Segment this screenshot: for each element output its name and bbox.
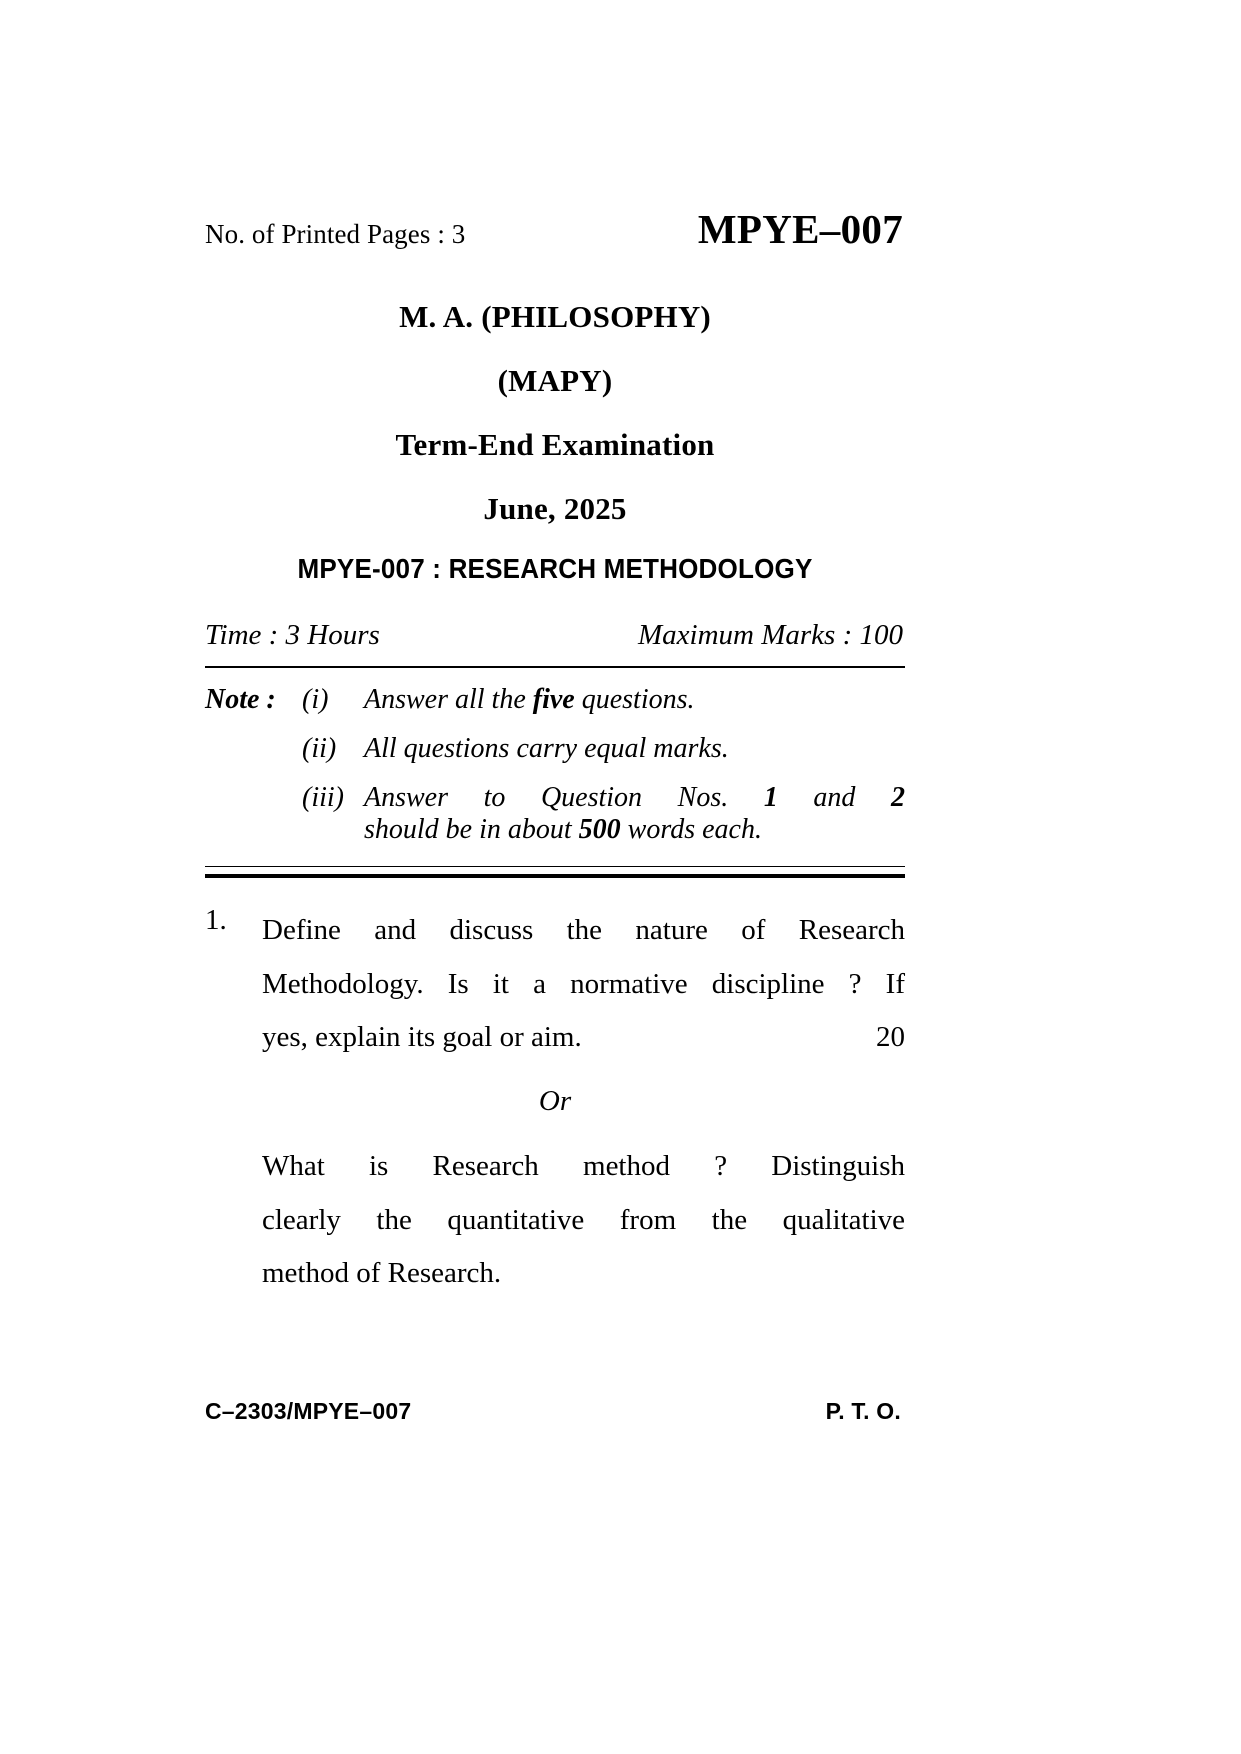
- plain-text: should be in about: [364, 814, 579, 845]
- question-body: [262, 904, 905, 1065]
- emphasis-text: 1: [763, 782, 778, 813]
- question-item: [205, 904, 905, 1065]
- plain-text: All questions carry equal marks.: [364, 733, 729, 764]
- question-number: 1.: [205, 904, 227, 936]
- note-item: [205, 782, 905, 846]
- plain-text: words each.: [620, 814, 762, 845]
- question-line: Methodology. Is it a normative discipline ? If: [262, 967, 905, 1000]
- exam-info-row: [205, 619, 905, 662]
- exam-duration: Time : 3 Hours: [205, 619, 380, 651]
- maximum-marks: Maximum Marks : 100: [638, 619, 903, 651]
- footer-paper-reference: C–2303/MPYE–007: [205, 1398, 412, 1424]
- note-item-text: [364, 733, 905, 765]
- exam-title-block: [205, 299, 905, 585]
- question-line: Define and discuss the nature of Research: [262, 914, 905, 946]
- plain-text: Answer to Question Nos.: [364, 782, 764, 813]
- note-item-text: [364, 782, 905, 846]
- programme-code: (MAPY): [497, 363, 613, 398]
- emphasis-text: five: [532, 684, 575, 715]
- divider-above-note: [205, 666, 905, 668]
- plain-text: Answer all the: [364, 684, 533, 715]
- emphasis-text: 500: [578, 814, 621, 845]
- subject-title: MPYE-007 : RESEARCH METHODOLOGY: [297, 553, 813, 584]
- note-item-number: (iii): [302, 782, 344, 813]
- examination-type: Term-End Examination: [395, 427, 715, 462]
- page-header: [205, 205, 905, 261]
- note-block: [205, 684, 905, 846]
- question-line: method of Research.: [262, 1257, 502, 1290]
- questions-section: [205, 904, 905, 1301]
- plain-text: and: [777, 782, 891, 813]
- question-line: What is Research method ? Distinguish: [262, 1149, 905, 1182]
- note-item: [205, 684, 905, 716]
- printed-pages-label: No. of Printed Pages : 3: [205, 219, 466, 249]
- note-item-text: [364, 684, 905, 716]
- divider-above-questions: [205, 866, 905, 878]
- page-content: [205, 205, 905, 1301]
- footer-turn-over-label: P. T. O.: [825, 1398, 901, 1424]
- note-item-number: (ii): [302, 733, 337, 764]
- question-marks: 20: [876, 1021, 905, 1054]
- plain-text: questions.: [574, 684, 695, 715]
- note-label: Note :: [205, 684, 276, 715]
- or-separator: Or: [538, 1084, 572, 1117]
- degree-title: M. A. (PHILOSOPHY): [399, 299, 711, 334]
- page-footer: [205, 1398, 905, 1425]
- note-item: [205, 733, 905, 765]
- alternative-question-body: [262, 1140, 905, 1301]
- note-item-line: [364, 782, 905, 814]
- examination-session: June, 2025: [483, 491, 627, 526]
- question-line: yes, explain its goal or aim.: [262, 1021, 582, 1054]
- note-item-number: (i): [302, 684, 329, 715]
- question-line: clearly the quantitative from the qualitative: [262, 1203, 905, 1236]
- emphasis-text: 2: [891, 782, 905, 813]
- question-line-with-marks: [262, 1011, 905, 1065]
- note-item-line: [364, 814, 905, 846]
- paper-code: MPYE–007: [697, 206, 903, 252]
